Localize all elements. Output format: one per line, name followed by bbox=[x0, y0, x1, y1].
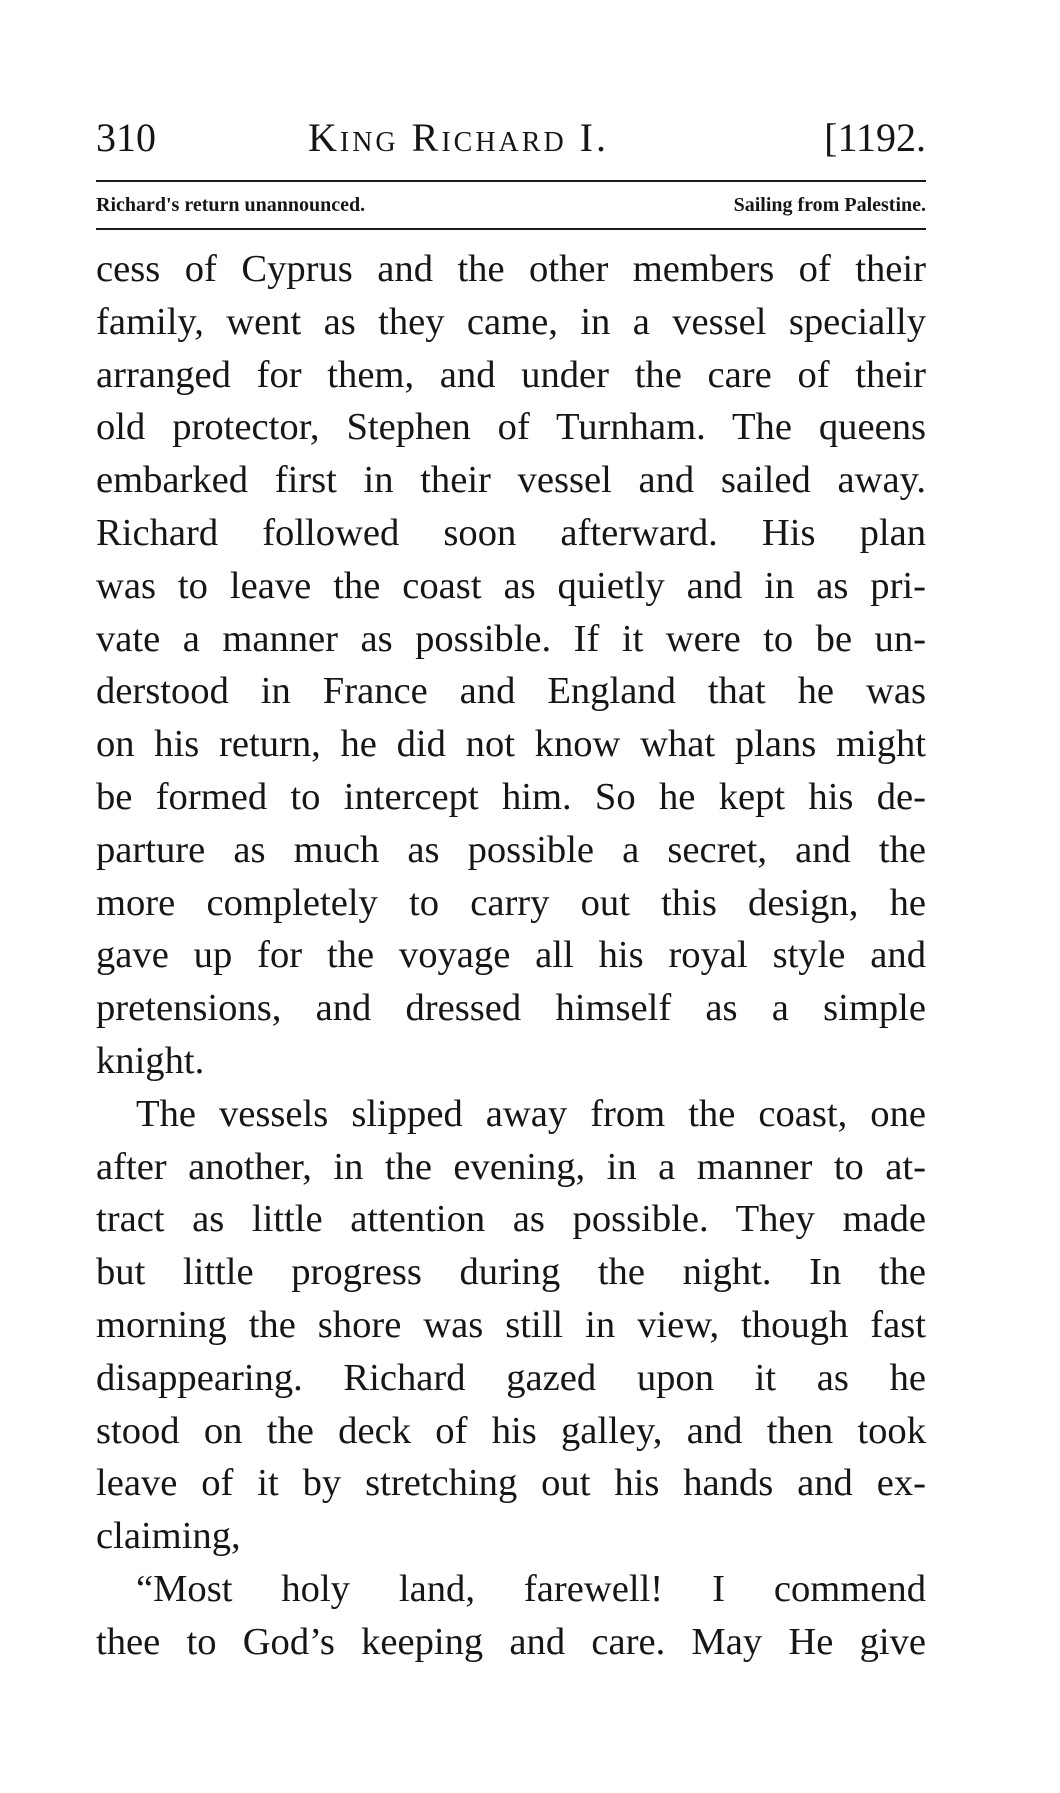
body-text bbox=[96, 243, 926, 1669]
text-line: stood on the deck of his galley, and then took bbox=[96, 1409, 926, 1452]
running-year: [1192. bbox=[824, 115, 926, 160]
shoulder-note-left: Richard's return unannounced. bbox=[96, 194, 366, 216]
text-line: on his return, he did not know what plans might bbox=[96, 723, 926, 766]
text-line: be formed to intercept him. So he kept his de- bbox=[96, 775, 926, 818]
running-head bbox=[96, 112, 926, 164]
text-line: was to leave the coast as quietly and in as pri- bbox=[96, 564, 926, 607]
text-line: disappearing. Richard gazed upon it as he bbox=[96, 1356, 926, 1399]
text-line: morning the shore was still in view, though fast bbox=[96, 1303, 926, 1346]
paragraph-2 bbox=[96, 1088, 926, 1563]
shoulder-note-right: Sailing from Palestine. bbox=[733, 194, 926, 216]
text-line: Richard followed soon afterward. His plan bbox=[96, 511, 926, 554]
text-line: cess of Cyprus and the other members of their bbox=[96, 248, 926, 290]
text-line: more completely to carry out this design, he bbox=[96, 881, 926, 924]
running-title: King Richard I. bbox=[308, 115, 609, 160]
text-line: claiming, bbox=[96, 1515, 241, 1558]
text-line: leave of it by stretching out his hands and ex- bbox=[96, 1462, 926, 1505]
text-line: old protector, Stephen of Turnham. The queens bbox=[96, 406, 926, 449]
text-line: tract as little attention as possible. They made bbox=[96, 1198, 926, 1241]
paragraph-1 bbox=[96, 243, 926, 1088]
text-line: embarked first in their vessel and sailed away. bbox=[96, 459, 926, 502]
text-line: pretensions, and dressed himself as a simple bbox=[96, 987, 926, 1030]
text-line: The vessels slipped away from the coast, one bbox=[136, 1092, 926, 1135]
page-number: 310 bbox=[96, 115, 156, 160]
text-line: knight. bbox=[96, 1039, 205, 1082]
header-rule-bottom bbox=[96, 228, 926, 230]
text-line: gave up for the voyage all his royal style and bbox=[96, 934, 926, 977]
text-line: “Most holy land, farewell! I commend bbox=[136, 1567, 926, 1610]
text-line: family, went as they came, in a vessel specially bbox=[96, 300, 926, 343]
text-line: thee to God’s keeping and care. May He give bbox=[96, 1620, 926, 1663]
text-line: but little progress during the night. In the bbox=[96, 1251, 926, 1294]
paragraph-3 bbox=[96, 1563, 926, 1669]
text-line: vate a manner as possible. If it were to be un- bbox=[96, 617, 926, 660]
header-rule-top bbox=[96, 180, 926, 182]
text-line: after another, in the evening, in a manner to at- bbox=[96, 1145, 926, 1188]
text-line: derstood in France and England that he was bbox=[96, 670, 926, 713]
text-line: parture as much as possible a secret, and the bbox=[96, 828, 926, 871]
text-line: arranged for them, and under the care of their bbox=[96, 353, 926, 396]
